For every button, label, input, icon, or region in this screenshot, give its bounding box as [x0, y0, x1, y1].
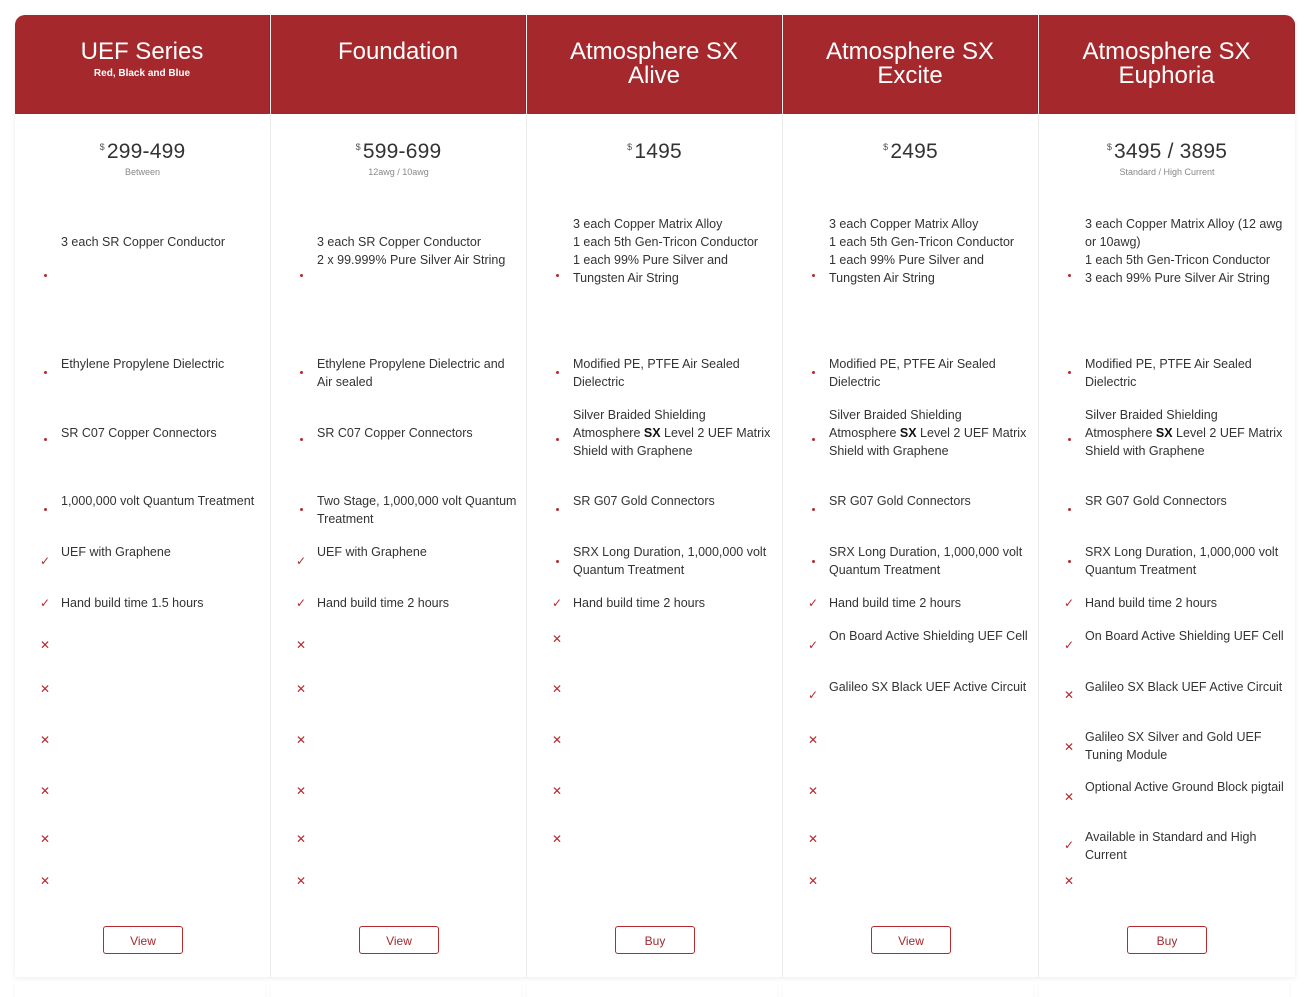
cross-icon: ✕ [552, 733, 563, 747]
feature-text: UEF with Graphene [61, 545, 171, 559]
feature-text: 3 each SR Copper Conductor 2 x 99.999% Pure Silver Air String [317, 235, 506, 267]
check-icon: ✓ [40, 554, 51, 568]
bullet-icon [552, 270, 562, 280]
pricing-table [15, 15, 1295, 977]
bullet-icon [808, 367, 818, 377]
feature-text: Galileo SX Silver and Gold UEF Tuning Module [1085, 730, 1262, 762]
feature-text-part: Level 2 UEF Matrix Shield with Graphene [829, 426, 1027, 458]
plan-title: Foundation [337, 38, 459, 65]
feature-text: 3 each Copper Matrix Alloy 1 each 5th Gen-Tricon Conductor 1 each 99% Pure Silver and Tungsten Air String [573, 217, 759, 285]
cross-icon: ✕ [552, 682, 563, 696]
bullet-icon [1064, 556, 1074, 566]
feature-text-part: Level 2 UEF Matrix Shield with Graphene [1085, 426, 1283, 458]
cross-icon: ✕ [40, 682, 51, 696]
price-value: 599-699 [362, 140, 442, 163]
feature-text: On Board Active Shielding UEF Cell [1085, 629, 1284, 643]
feature-text: SR C07 Copper Connectors [317, 426, 473, 440]
currency-symbol: $ [1106, 142, 1113, 152]
plan-column-uef-series [15, 15, 271, 977]
feature-text: SR G07 Gold Connectors [573, 494, 715, 508]
price-value: 299-499 [106, 140, 186, 163]
feature-text: Galileo SX Black UEF Active Circuit [1085, 680, 1283, 694]
cross-icon: ✕ [1064, 874, 1075, 888]
cross-icon: ✕ [552, 784, 563, 798]
feature-text-bold: SX [643, 426, 661, 440]
price-value: 2495 [890, 140, 938, 163]
bullet-icon [1064, 434, 1074, 444]
bullet-icon [552, 434, 562, 444]
cross-icon: ✕ [552, 832, 563, 846]
feature-text-bold: SX [899, 426, 917, 440]
bullet-icon [296, 270, 306, 280]
plan-column-atmosphere-sx-euphoria [1039, 15, 1295, 977]
cross-icon: ✕ [40, 638, 51, 652]
price-value: 1495 [634, 140, 682, 163]
plan-header [1039, 15, 1295, 114]
plan-title: Atmosphere SX Alive [569, 38, 739, 89]
bullet-icon [808, 270, 818, 280]
bullet-icon [552, 367, 562, 377]
cross-icon: ✕ [296, 874, 307, 888]
feature-text-part: Silver Braided Shielding Atmosphere [829, 408, 962, 440]
currency-symbol: $ [355, 142, 361, 152]
price-note: Standard / High Current [1119, 167, 1215, 177]
plan-column-atmosphere-sx-alive [527, 15, 783, 977]
feature-text: Ethylene Propylene Dielectric and Air sealed [317, 357, 505, 389]
bullet-icon [808, 504, 818, 514]
plan-subtitle: Red, Black and Blue [93, 68, 191, 79]
check-icon: ✓ [1064, 838, 1075, 852]
bullet-icon [1064, 504, 1074, 514]
feature-text: SR C07 Copper Connectors [61, 426, 217, 440]
bullet-icon [808, 556, 818, 566]
view-button[interactable]: View [359, 926, 439, 954]
cross-icon: ✕ [40, 874, 51, 888]
feature-text: Available in Standard and High Current [1085, 830, 1257, 862]
feature-text: Modified PE, PTFE Air Sealed Dielectric [573, 357, 740, 389]
feature-text: 3 each SR Copper Conductor [61, 235, 225, 249]
bullet-icon [296, 367, 306, 377]
cross-icon: ✕ [808, 832, 819, 846]
check-icon: ✓ [1064, 638, 1075, 652]
bullet-icon [552, 556, 562, 566]
feature-text-part: Silver Braided Shielding Atmosphere [1085, 408, 1218, 440]
card-edge [1039, 981, 1289, 997]
cross-icon: ✕ [296, 733, 307, 747]
cross-icon: ✕ [808, 784, 819, 798]
cross-icon: ✕ [296, 832, 307, 846]
view-button[interactable]: View [871, 926, 951, 954]
plan-title: Atmosphere SX Euphoria [1082, 38, 1251, 89]
buy-button[interactable]: Buy [615, 926, 695, 954]
card-edge [15, 981, 265, 997]
plan-price [271, 140, 526, 164]
feature-text: Modified PE, PTFE Air Sealed Dielectric [1085, 357, 1252, 389]
bullet-icon [40, 367, 50, 377]
feature-text-part: Level 2 UEF Matrix Shield with Graphene [573, 426, 771, 458]
check-icon: ✓ [296, 554, 307, 568]
bullet-icon [40, 504, 50, 514]
bullet-icon [1064, 270, 1074, 280]
bullet-icon [40, 270, 50, 280]
feature-text: Optional Active Ground Block pigtail [1085, 780, 1284, 794]
feature-text-bold: SX [1155, 426, 1173, 440]
view-button[interactable]: View [103, 926, 183, 954]
currency-symbol: $ [627, 142, 633, 152]
feature-text: Ethylene Propylene Dielectric [61, 357, 225, 371]
cross-icon: ✕ [552, 632, 563, 646]
plan-title: UEF Series [80, 38, 204, 65]
bullet-icon [296, 504, 306, 514]
cross-icon: ✕ [40, 733, 51, 747]
feature-text: 1,000,000 volt Quantum Treatment [61, 494, 255, 508]
plan-title: Atmosphere SX Excite [825, 38, 995, 89]
plan-price [1039, 140, 1295, 164]
feature-text: Galileo SX Black UEF Active Circuit [829, 680, 1027, 694]
feature-text: UEF with Graphene [317, 545, 427, 559]
plan-column-foundation [271, 15, 527, 977]
cross-icon: ✕ [40, 784, 51, 798]
check-icon: ✓ [40, 596, 51, 610]
bullet-icon [296, 434, 306, 444]
cross-icon: ✕ [1064, 688, 1075, 702]
currency-symbol: $ [99, 142, 105, 152]
feature-text: Modified PE, PTFE Air Sealed Dielectric [829, 357, 996, 389]
price-value: 3495 / 3895 [1114, 140, 1228, 163]
plan-price [15, 140, 270, 164]
card-edge [783, 981, 1033, 997]
price-note: 12awg / 10awg [368, 167, 429, 177]
feature-text: Hand build time 2 hours [829, 596, 962, 610]
card-edge [271, 981, 521, 997]
check-icon: ✓ [808, 688, 819, 702]
cross-icon: ✕ [296, 638, 307, 652]
feature-text: Hand build time 2 hours [317, 596, 450, 610]
currency-symbol: $ [883, 142, 889, 152]
feature-text-part: Silver Braided Shielding Atmosphere [573, 408, 706, 440]
plan-header [527, 15, 782, 114]
bullet-icon [552, 504, 562, 514]
check-icon: ✓ [808, 638, 819, 652]
plan-header [271, 15, 526, 114]
cross-icon: ✕ [296, 682, 307, 696]
feature-text: SRX Long Duration, 1,000,000 volt Quantum Treatment [1085, 545, 1279, 577]
cross-icon: ✕ [1064, 740, 1075, 754]
feature-text [573, 406, 778, 460]
check-icon: ✓ [552, 596, 563, 610]
cross-icon: ✕ [808, 733, 819, 747]
buy-button[interactable]: Buy [1127, 926, 1207, 954]
cross-icon: ✕ [1064, 790, 1075, 804]
plan-price [783, 140, 1038, 164]
cross-icon: ✕ [296, 784, 307, 798]
feature-text: SRX Long Duration, 1,000,000 volt Quantum Treatment [829, 545, 1023, 577]
bullet-icon [808, 434, 818, 444]
check-icon: ✓ [808, 596, 819, 610]
feature-text: Two Stage, 1,000,000 volt Quantum Treatment [317, 494, 517, 526]
feature-text: On Board Active Shielding UEF Cell [829, 629, 1028, 643]
price-note: Between [124, 167, 161, 177]
plan-header [783, 15, 1038, 114]
bullet-icon [40, 434, 50, 444]
feature-text [829, 406, 1034, 460]
plan-column-atmosphere-sx-excite [783, 15, 1039, 977]
feature-text: SR G07 Gold Connectors [1085, 494, 1227, 508]
card-edge [527, 981, 777, 997]
plan-header [15, 15, 270, 114]
feature-text: Hand build time 1.5 hours [61, 596, 204, 610]
feature-text: 3 each Copper Matrix Alloy 1 each 5th Gen-Tricon Conductor 1 each 99% Pure Silver and Tungsten Air String [829, 217, 1015, 285]
feature-text [1085, 406, 1290, 460]
cross-icon: ✕ [40, 832, 51, 846]
feature-text: Hand build time 2 hours [573, 596, 706, 610]
check-icon: ✓ [1064, 596, 1075, 610]
plan-price [527, 140, 782, 164]
bullet-icon [1064, 367, 1074, 377]
check-icon: ✓ [296, 596, 307, 610]
feature-text: Hand build time 2 hours [1085, 596, 1218, 610]
cross-icon: ✕ [808, 874, 819, 888]
feature-text: 3 each Copper Matrix Alloy (12 awg or 10awg) 1 each 5th Gen-Tricon Conductor 3 each 99% Pure Silver Air String [1085, 217, 1283, 285]
feature-text: SRX Long Duration, 1,000,000 volt Quantum Treatment [573, 545, 767, 577]
feature-text: SR G07 Gold Connectors [829, 494, 971, 508]
